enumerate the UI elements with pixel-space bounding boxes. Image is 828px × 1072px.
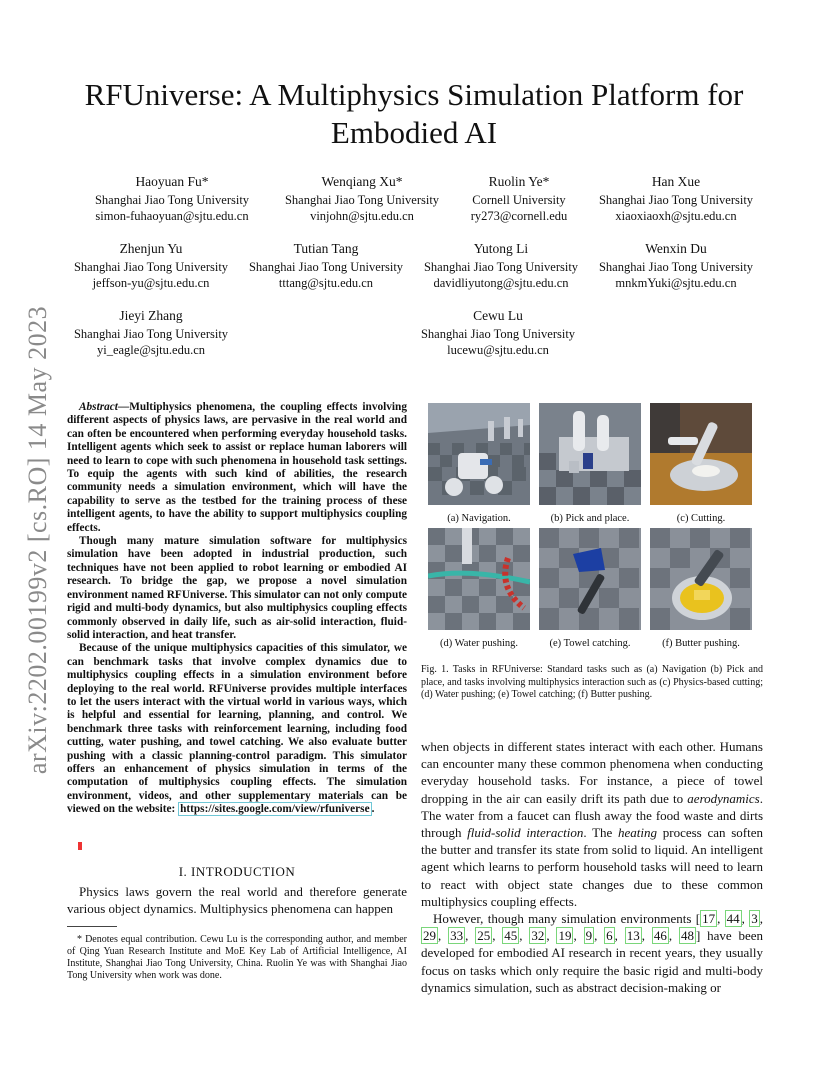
citation-link[interactable]: 3 bbox=[751, 911, 758, 927]
citation-link[interactable]: 9 bbox=[585, 928, 593, 944]
arxiv-stamp bbox=[8, 300, 68, 780]
citation-link[interactable]: 19 bbox=[558, 928, 572, 944]
website-link[interactable]: https://sites.google.com/view/rfuniverse bbox=[180, 803, 370, 816]
author-email: simon-fuhaoyuan@sjtu.edu.cn bbox=[95, 209, 249, 223]
body-paragraph: However, though many simulation environments [ 17 , 44 , 3 , 29 , 33 , 25 , 45 , 32 , 19 , 9 , 6 , 13 , 46 , 48 ] have been developed for embodied AI research in recent years, they usually focus on tasks which only require the basic rigid and multi-body dynamics simulation, such as abstract decision-making or bbox=[421, 911, 764, 995]
author-name: Wenxin Du bbox=[645, 241, 707, 256]
abstract-paragraph: Though many mature simulation software for multiphysics simulation have been adopted in industrial production, such techniques have not been applied to robot learning or embodied AI research. To bridge the gap, we propose a novel simulation environment named RFUniverse. This simulator can not only compute rigid and multi-body dynamics, but also multiphysics coupling effects commonly observed in daily life, such as air-solid interaction, fluid-solid interaction, and heat transfer. bbox=[67, 535, 407, 641]
citation-link[interactable]: 46 bbox=[653, 928, 667, 944]
author-name: Yutong Li bbox=[473, 241, 529, 256]
figure-panel-navigation bbox=[428, 403, 530, 505]
body-paragraph: Physics laws govern the real world and therefore generate various object dynamics. Multiphysics phenomena can happen bbox=[67, 884, 407, 916]
author-affiliation: Shanghai Jiao Tong University bbox=[598, 192, 754, 207]
author-affiliation: Shanghai Jiao Tong University bbox=[420, 326, 576, 341]
author-affiliation: Shanghai Jiao Tong University bbox=[94, 192, 250, 207]
abstract-paragraph: Because of the unique multiphysics capacities of this simulator, we can benchmark tasks that involve complex dynamics due to multiphysics coupling effects in a simulation environment before deploying to the real world. RFUniverse provides multiple interfaces to let the users interact with the virtual world in various ways, which is helpful and essential for learning, planning, and control. We benchmark three tasks with reinforcement learning, including food cutting, water pushing, and towel catching. We also evaluate butter pushing with a classic planning-control paradigm. This simulator offers an enhancement of physics simulation in terms of the computation of multiphysics coupling effects. The simulation environment, videos, and other supplementary materials can be viewed on the website: bbox=[67, 642, 407, 816]
section-heading: I. INTRODUCTION bbox=[178, 864, 296, 879]
abstract: Abstract—Multiphysics phenomena, the coupling effects involving different aspects of physics laws, are pervasive in the real world and can often be encountered when performing everyday household tasks. Intelligent agents which seek to assist or replace human laborers will need to learn to cope with such phenomena in household task settings. To equip the agents with such kind of abilities, the research community needs a simulation environment, which will have the capability to serve as the testbed for the training process of these intelligent agents, to have the ability to support multiphysics coupling effects. Though many mature simulation software for multiphysics simulation have been adopted in industrial production, such techniques have not been applied to robot learning or embodied AI research. To bridge the gap, we propose a novel simulation environment named RFUniverse. This simulator can not only compute rigid and multi-body dynamics, but also multiphysics coupling effects commonly observed in daily life, such as air-solid interaction, fluid-solid interaction, and heat transfer. Because of the unique multiphysics capacities of this simulator, we can benchmark tasks that involve complex dynamics due to multiphysics coupling effects in a simulation environment before deploying to the real world. RFUniverse provides multiple interfaces to let the users interact with the virtual world in various ways, which is helpful and essential for learning, planning, and control. We benchmark three tasks with reinforcement learning, including food cutting, water pushing, and towel catching. We also evaluate butter pushing with a classic planning-control paradigm. This simulator offers an enhancement of physics simulation in terms of the computation of multiphysics coupling effects. The simulation environment, videos, and other supplementary materials can be viewed on the website: https://sites.google.com/view/rfuniverse . bbox=[67, 401, 407, 816]
footnote-text: * Denotes equal contribution. Cewu Lu is the corresponding author, and member of Qing Yuan Research Institute and MoE Key Lab of Artificial Intelligence, AI Institute, Shanghai Jiao Tong University, China. Ruolin Ye was with Shanghai Jiao Tong University when work was done. bbox=[67, 934, 407, 981]
author-block bbox=[236, 241, 416, 292]
author-email: mnkmYuki@sjtu.edu.cn bbox=[615, 276, 737, 290]
author-name: Ruolin Ye* bbox=[488, 174, 550, 189]
figure-subcaption: (b) Pick and place. bbox=[550, 513, 630, 524]
author-affiliation: Shanghai Jiao Tong University bbox=[284, 192, 440, 207]
citation-link[interactable]: 25 bbox=[477, 928, 491, 944]
footnote bbox=[67, 934, 407, 982]
footnote-rule bbox=[67, 926, 117, 927]
figure-panel-butter-pushing bbox=[650, 528, 752, 630]
author-name: Jieyi Zhang bbox=[119, 308, 183, 323]
author-block bbox=[272, 174, 452, 225]
author-block bbox=[429, 174, 609, 225]
citation-link[interactable]: 45 bbox=[504, 928, 518, 944]
abstract-paragraph: Multiphysics phenomena, the coupling effects involving different aspects of physics laws, are pervasive in the real world and can often be encountered when performing everyday household tasks. Intelligent agents which seek to assist or replace human laborers will need to learn to cope with such phenomena in household task settings. To equip the agents with such kind of abilities, the research community needs a simulation environment, which will have the capability to serve as the testbed for the training process of these intelligent agents, to have the ability to support multiphysics coupling effects. bbox=[67, 401, 407, 534]
citation-link[interactable]: 17 bbox=[702, 911, 716, 927]
author-affiliation: Shanghai Jiao Tong University bbox=[598, 259, 754, 274]
figure-subcaption: (c) Cutting. bbox=[676, 513, 726, 524]
author-affiliation: Shanghai Jiao Tong University bbox=[423, 259, 579, 274]
citation-link[interactable]: 13 bbox=[626, 928, 640, 944]
figure-subcaption: (e) Towel catching. bbox=[549, 638, 631, 649]
author-email: yi_eagle@sjtu.edu.cn bbox=[96, 343, 205, 357]
citation-link[interactable]: 48 bbox=[680, 928, 694, 944]
author-name: Cewu Lu bbox=[473, 308, 523, 323]
author-name: Zhenjun Yu bbox=[119, 241, 183, 256]
figure-subcaption: (f) Butter pushing. bbox=[662, 638, 740, 649]
citation-link[interactable]: 32 bbox=[531, 928, 545, 944]
author-affiliation: Shanghai Jiao Tong University bbox=[73, 326, 229, 341]
paper-title: RFUniverse: A Multiphysics Simulation Platform for Embodied AI bbox=[84, 77, 744, 150]
right-column-body bbox=[421, 738, 763, 996]
intro-body bbox=[67, 884, 407, 917]
author-block bbox=[408, 308, 588, 359]
author-name: Han Xue bbox=[651, 174, 701, 189]
author-affiliation: Shanghai Jiao Tong University bbox=[248, 259, 404, 274]
figure-subcaption: (a) Navigation. bbox=[447, 513, 511, 524]
author-email: davidliyutong@sjtu.edu.cn bbox=[433, 276, 569, 290]
figure-subcaption: (d) Water pushing. bbox=[440, 638, 518, 649]
author-block bbox=[411, 241, 591, 292]
citation-link[interactable]: 29 bbox=[423, 928, 436, 944]
author-block bbox=[82, 174, 262, 225]
citation-list: 17 , 44 , 3 , 29 , 33 , 25 , 45 , 32 , 19 , 9 , 6 , 13 , 46 , 48 bbox=[423, 911, 763, 944]
author-block bbox=[61, 241, 241, 292]
figure-caption: Fig. 1. Tasks in RFUniverse: Standard tasks such as (a) Navigation (b) Pick and place, and tasks involving multiphysics interaction such as (c) Physics-based cutting; (d) Water pushing; (e) Towel catching; (f) Butter pushing. bbox=[421, 664, 763, 700]
author-block bbox=[586, 174, 766, 225]
author-email: ry273@cornell.edu bbox=[470, 209, 568, 223]
author-block bbox=[61, 308, 241, 359]
author-email: lucewu@sjtu.edu.cn bbox=[447, 343, 549, 357]
author-email: jeffson-yu@sjtu.edu.cn bbox=[92, 276, 210, 290]
figure-panel-pick-and-place bbox=[539, 403, 641, 505]
figure-panel-water-pushing bbox=[428, 528, 530, 630]
author-name: Haoyuan Fu* bbox=[135, 174, 209, 189]
annotation-mark bbox=[78, 842, 82, 850]
figure-panel-cutting bbox=[650, 403, 752, 505]
citation-link[interactable]: 33 bbox=[450, 928, 464, 944]
arxiv-id: arXiv:2202.00199v2 [cs.RO] 14 May 2023 bbox=[23, 305, 52, 775]
author-block bbox=[586, 241, 766, 292]
figure-panel-towel-catching bbox=[539, 528, 641, 630]
body-paragraph: when objects in different states interact with each other. Humans can encounter many these common phenomena when conducting everyday household tasks. For instance, a piece of towel dropping in the air can easily drift its path due to aerodynamics. The water from a faucet can flush away the food waste and dirts through fluid-solid interaction. The heating process can soften the butter and transfer its state from solid to liquid. An intelligent agent which learns to perform household tasks will need to learn to react with object state changes due to these common multiphysics coupling effects. bbox=[421, 739, 763, 909]
author-affiliation: Shanghai Jiao Tong University bbox=[73, 259, 229, 274]
citation-link[interactable]: 6 bbox=[606, 928, 613, 944]
author-email: vinjohn@sjtu.edu.cn bbox=[310, 209, 414, 223]
author-name: Wenqiang Xu* bbox=[321, 174, 403, 189]
author-email: xiaoxiaoxh@sjtu.edu.cn bbox=[615, 209, 737, 223]
citation-link[interactable]: 44 bbox=[726, 911, 740, 927]
author-email: tttang@sjtu.edu.cn bbox=[278, 276, 374, 290]
abstract-label: Abstract bbox=[79, 401, 118, 413]
author-affiliation: Cornell University bbox=[472, 192, 566, 207]
author-name: Tutian Tang bbox=[293, 241, 359, 256]
